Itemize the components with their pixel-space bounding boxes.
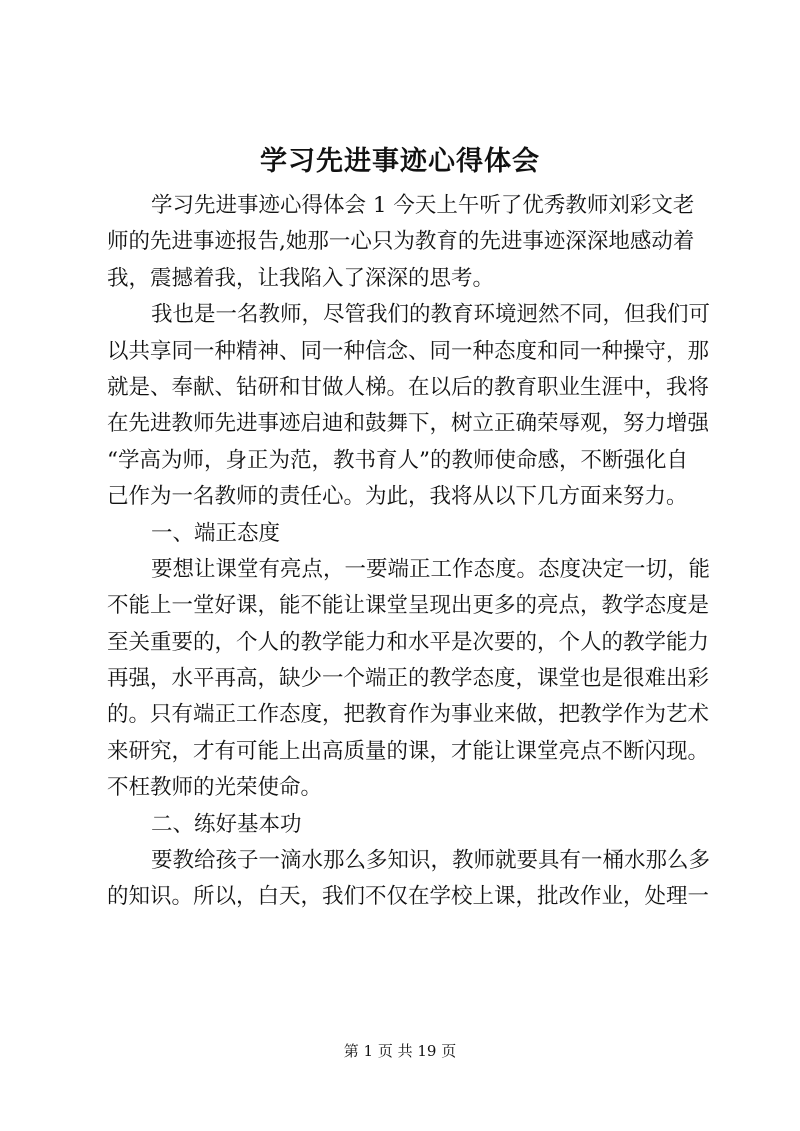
paragraph-line: 不枉教师的光荣使命。 — [107, 775, 323, 801]
paragraph-line: 的知识。所以，白天，我们不仅在学校上课，批改作业，处理一 — [107, 884, 710, 910]
paragraph-line: 在先进教师先进事迹启迪和鼓舞下，树立正确荣辱观，努力增强 — [107, 411, 710, 437]
paragraph-line: 师的先进事迹报告,她那一心只为教育的先进事迹深深地感动着 — [107, 229, 695, 255]
paragraph-line: 要想让课堂有亮点，一要端正工作态度。态度决定一切，能 — [151, 556, 711, 582]
paragraph-line: “学高为师，身正为范，教书育人”的教师使命感，不断强化自 — [107, 447, 688, 473]
document-title: 学习先进事迹心得体会 — [260, 146, 540, 177]
paragraph-line: 要教给孩子一滴水那么多知识，教师就要具有一桶水那么多 — [151, 848, 711, 874]
section-heading: 一、端正态度 — [151, 520, 281, 546]
paragraph-line: 至关重要的，个人的教学能力和水平是次要的，个人的教学能力 — [107, 629, 710, 655]
paragraph-line: 学习先进事迹心得体会 1 今天上午听了优秀教师刘彩文老 — [151, 193, 695, 218]
paragraph-line: 来研究，才有可能上出高质量的课，才能让课堂亮点不断闪现。 — [107, 738, 710, 764]
paragraph-line: 我也是一名教师，尽管我们的教育环境迥然不同，但我们可 — [151, 302, 711, 328]
section-heading: 二、练好基本功 — [151, 811, 302, 837]
paragraph-line: 就是、奉献、钻研和甘做人梯。在以后的教育职业生涯中，我将 — [107, 374, 710, 400]
paragraph-line: 的。只有端正工作态度，把教育作为事业来做，把教学作为艺术 — [107, 702, 710, 728]
document-body — [107, 188, 719, 916]
paragraph-line: 再强，水平再高，缺少一个端正的教学态度，课堂也是很难出彩 — [107, 666, 710, 692]
paragraph-line: 我，震撼着我，让我陷入了深深的思考。 — [107, 265, 495, 291]
paragraph-line: 己作为一名教师的责任心。为此，我将从以下几方面来努力。 — [107, 484, 688, 510]
paragraph-line: 以共享同一种精神、同一种信念、同一种态度和同一种操守，那 — [107, 338, 710, 364]
page-indicator: 第 1 页 共 19 页 — [343, 1042, 457, 1060]
paragraph-line: 不能上一堂好课，能不能让课堂呈现出更多的亮点，教学态度是 — [107, 593, 710, 619]
